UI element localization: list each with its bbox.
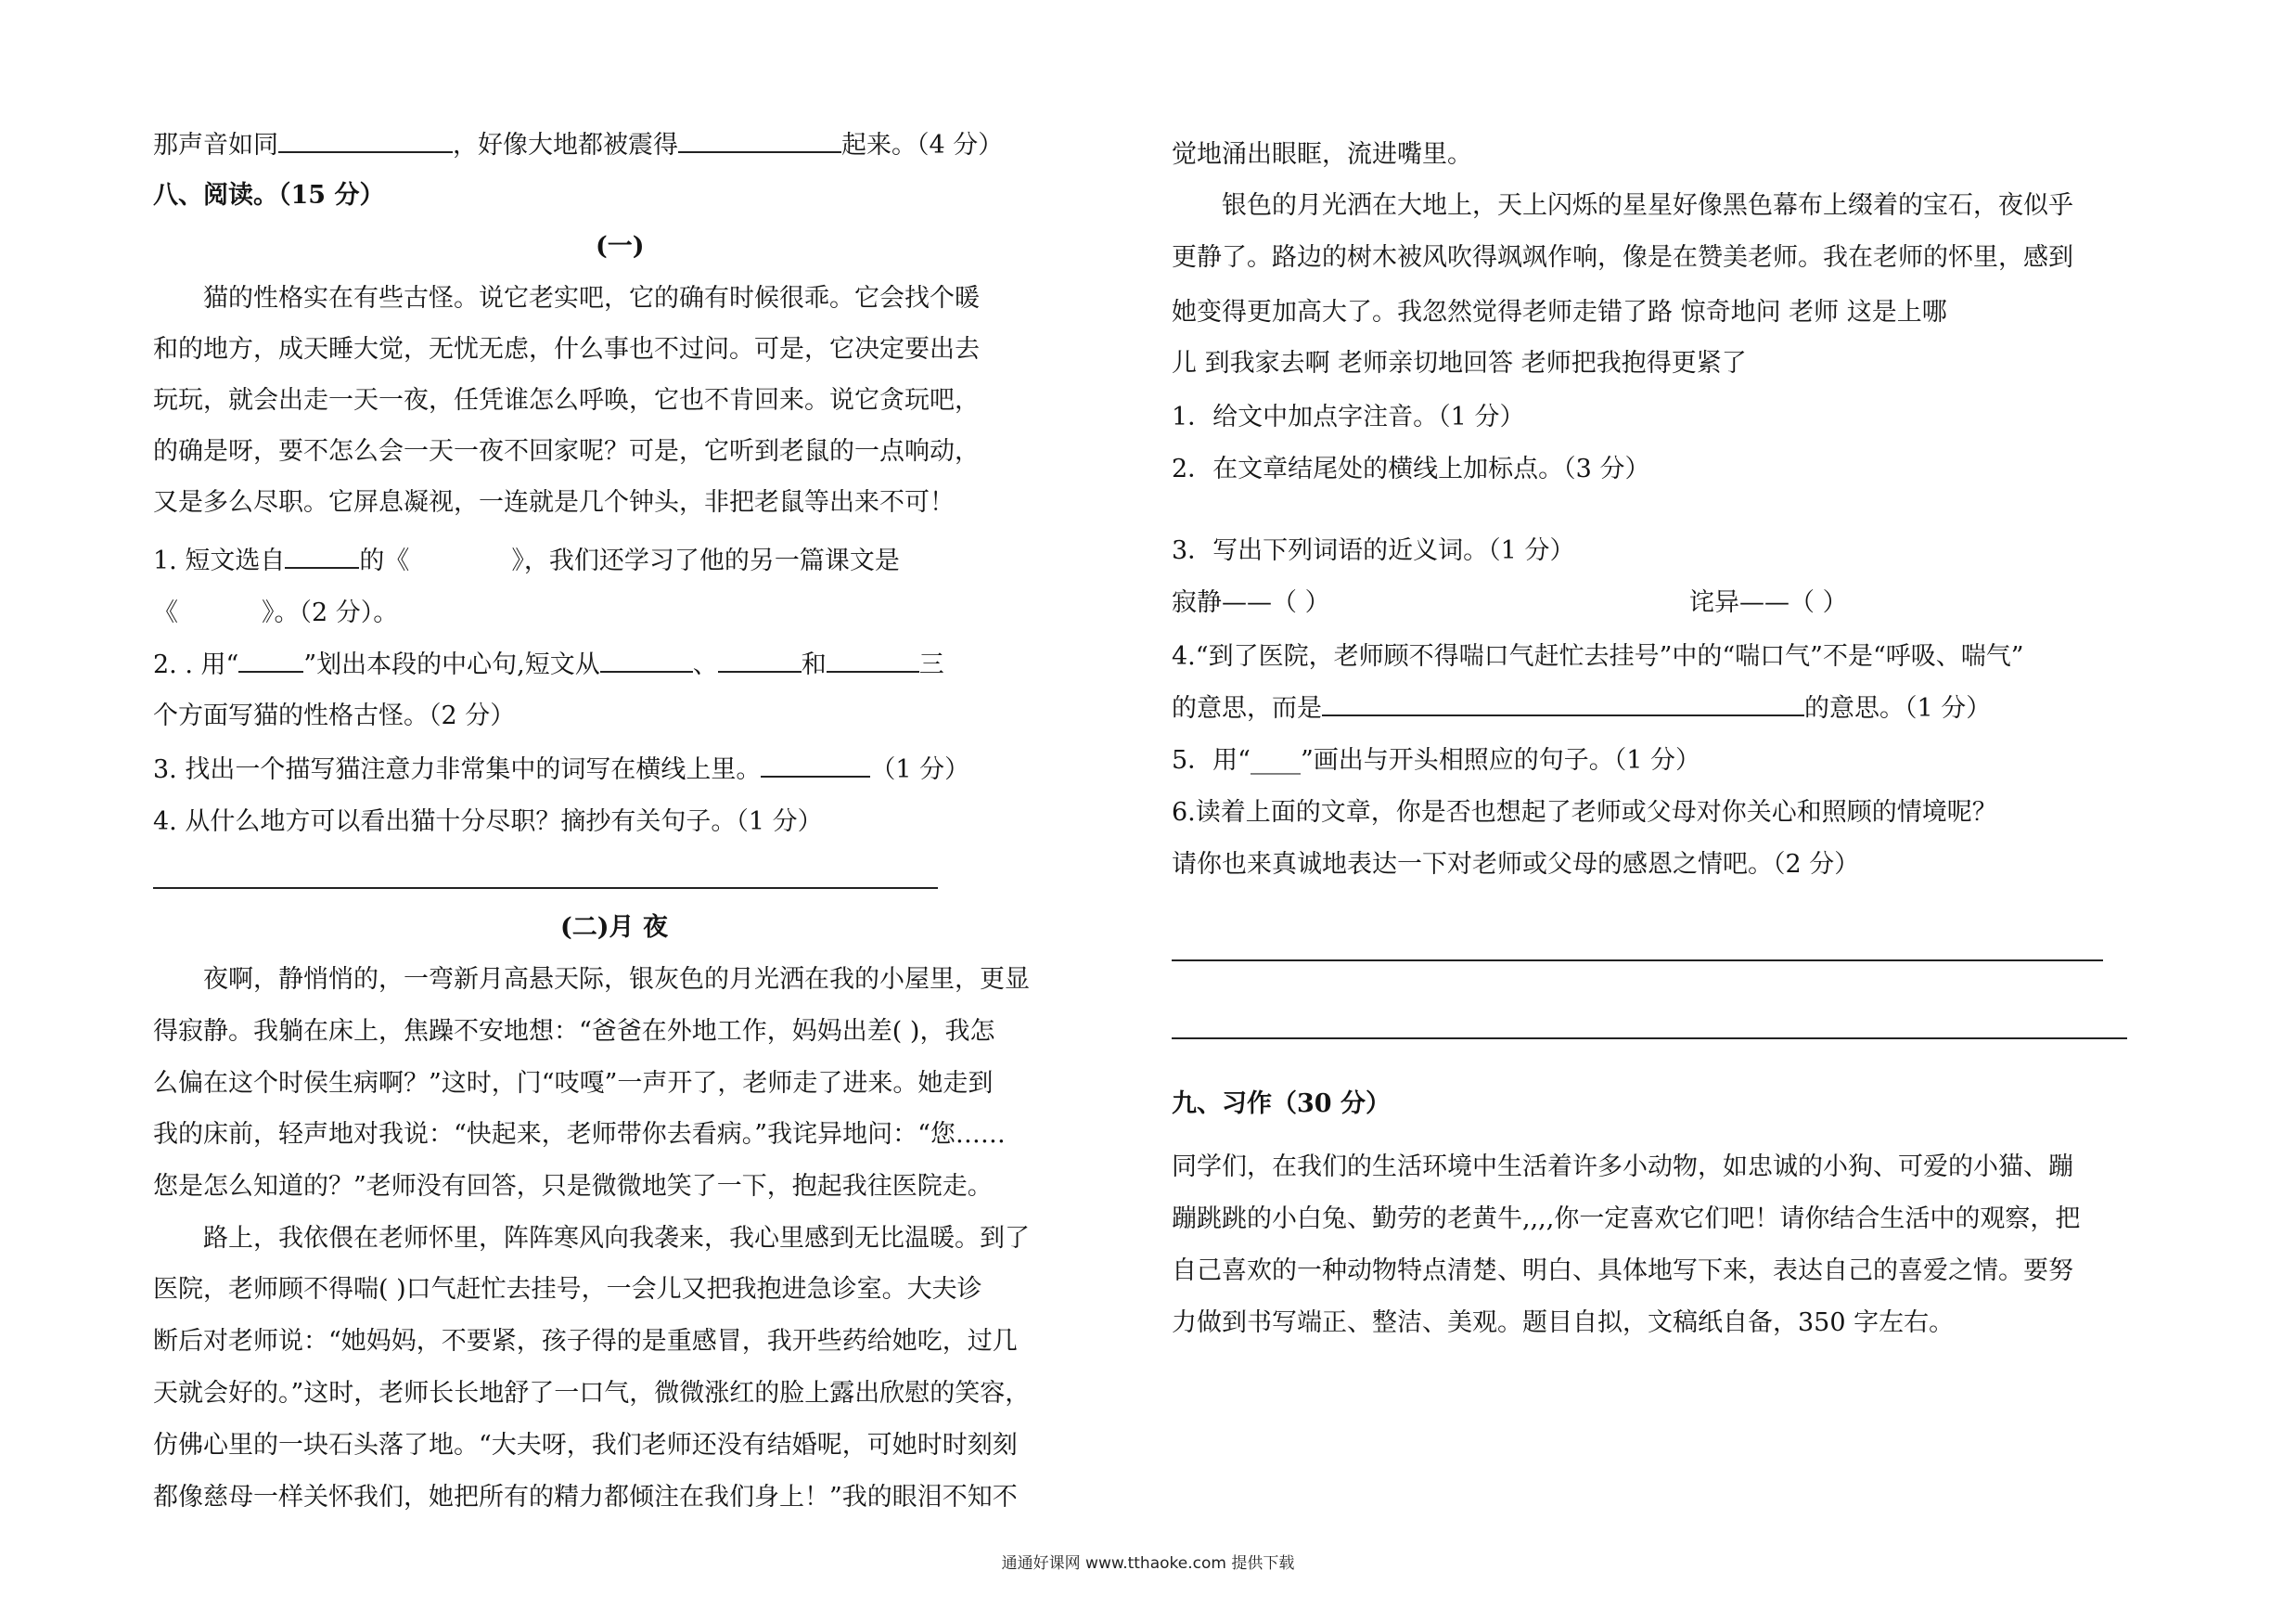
answer-blank[interactable] [600, 649, 693, 673]
fill-in-line [153, 127, 1003, 164]
question-2-cont: 个方面写猫的性格古怪。（2 分） [153, 702, 516, 730]
answer-blank[interactable] [718, 649, 802, 673]
page-footer: 通通好课网 www.tthaoke.com 提供下载 [1001, 1554, 1295, 1573]
passage-line: 的确是呀，要不怎么会一天一夜不回家呢？可是，它听到老鼠的一点响动， [153, 437, 980, 466]
question-r6-cont: 请你也来真诚地表达一下对老师或父母的感恩之情吧。（2 分） [1172, 850, 1860, 879]
passage-line: 更静了。路边的树木被风吹得飒飒作响，像是在赞美老师。我在老师的怀里，感到 [1172, 243, 2073, 272]
answer-blank[interactable] [678, 129, 841, 153]
question-4: 4. 从什么地方可以看出猫十分尽职？摘抄有关句子。（1 分） [153, 807, 823, 836]
question-text: 三 [918, 650, 944, 679]
passage-line: 猫的性格实在有些古怪。说它老实吧，它的确有时候很乖。它会找个暖 [203, 284, 980, 313]
passage-line: 路上，我依偎在老师怀里，阵阵寒风向我袭来，我心里感到无比温暖。到了 [203, 1224, 1030, 1253]
question-1 [153, 543, 900, 580]
question-text: 的意思。（1 分） [1804, 694, 1992, 723]
answer-blank[interactable] [761, 753, 870, 778]
question-text: 2. . 用“ [153, 650, 239, 679]
answer-line[interactable] [153, 887, 938, 889]
passage-line: 医院，老师顾不得喘( )口气赶忙去挂号，一会儿又把我抱进急诊室。大夫诊 [153, 1275, 982, 1304]
prompt-line: 蹦跳跳的小白兔、勤劳的老黄牛,,,,你一定喜欢它们吧！请你结合生活中的观察，把 [1172, 1204, 2081, 1233]
question-r1: 1．给文中加点字注音。（1 分） [1172, 403, 1525, 431]
fill-line-text: ，好像大地都被震得 [453, 131, 678, 160]
question-2 [153, 647, 944, 684]
answer-blank[interactable] [827, 649, 919, 673]
question-r5: 5．用“____”画出与开头相照应的句子。（1 分） [1172, 746, 1701, 775]
question-r3: 3．写出下列词语的近义词。（1 分） [1172, 536, 1575, 565]
question-r2: 2．在文章结尾处的横线上加标点。（3 分） [1172, 455, 1650, 483]
synonym-item-1[interactable]: 寂静——（ ） [1172, 588, 1330, 617]
question-text: 1. 短文选自 [153, 547, 286, 575]
answer-blank[interactable] [238, 649, 303, 673]
question-text: （1 分） [870, 755, 970, 784]
passage-line: 她变得更加高大了。我忽然觉得老师走错了路 惊奇地问 老师 这是上哪 [1172, 298, 1947, 327]
passage-line: 和的地方，成天睡大觉，无忧无虑，什么事也不过问。可是，它决定要出去 [153, 335, 980, 364]
fill-line-text: 起来。（4 分） [841, 131, 1004, 160]
answer-blank[interactable] [1322, 692, 1804, 716]
prompt-line: 同学们，在我们的生活环境中生活着许多小动物，如忠诚的小狗、可爱的小猫、蹦 [1172, 1152, 2073, 1181]
reading-1-title: (一) [596, 232, 645, 261]
passage-line: 得寂静。我躺在床上，焦躁不安地想：“爸爸在外地工作，妈妈出差( )，我怎 [153, 1017, 995, 1046]
passage-line: 您是怎么知道的？”老师没有回答，只是微微地笑了一下，抱起我往医院走。 [153, 1172, 993, 1201]
passage-line: 仿佛心里的一块石头落了地。“大夫呀，我们老师还没有结婚呢，可她时时刻刻 [153, 1431, 1018, 1460]
prompt-line: 力做到书写端正、整洁、美观。题目自拟，文稿纸自备，350 字左右。 [1172, 1308, 1955, 1337]
passage-line: 天就会好的。”这时，老师长长地舒了一口气，微微涨红的脸上露出欣慰的笑容， [153, 1379, 1031, 1408]
passage-line: 夜啊，静悄悄的，一弯新月高悬天际，银灰色的月光洒在我的小屋里，更显 [203, 965, 1030, 994]
question-1-cont [153, 595, 398, 632]
question-r4: 4.“到了医院，老师顾不得喘口气赶忙去挂号”中的“喘口气”不是“呼吸、喘气” [1172, 642, 2024, 671]
question-r4-cont [1172, 690, 1991, 727]
passage-line: 玩玩，就会出走一天一夜，任凭谁怎么呼唤，它也不肯回来。说它贪玩吧， [153, 386, 980, 415]
question-text: 《 [153, 599, 178, 627]
question-text: 、 [692, 650, 718, 679]
section-9-title: 九、习作（30 分） [1172, 1089, 1391, 1118]
answer-line[interactable] [1172, 959, 2103, 961]
synonym-item-2[interactable]: 诧异——（ ） [1689, 588, 1848, 617]
question-text: 3. 找出一个描写猫注意力非常集中的词写在横线上里。 [153, 755, 762, 784]
question-text: 》，我们还学习了他的另一篇课文是 [511, 547, 900, 575]
passage-line: 儿 到我家去啊 老师亲切地回答 老师把我抱得更紧了 [1172, 349, 1747, 378]
question-text: ”划出本段的中心句,短文从 [303, 650, 600, 679]
answer-line[interactable] [1172, 1037, 2127, 1039]
reading-2-title: (二)月 夜 [560, 913, 668, 942]
passage-line: 觉地涌出眼眶，流进嘴里。 [1172, 140, 1472, 169]
fill-line-text: 那声音如同 [153, 131, 278, 160]
passage-line: 又是多么尽职。它屏息凝视，一连就是几个钟头，非把老鼠等出来不可！ [153, 488, 955, 517]
question-text: 》。（2 分）。 [262, 599, 399, 627]
prompt-line: 自己喜欢的一种动物特点清楚、明白、具体地写下来，表达自己的喜爱之情。要努 [1172, 1256, 2073, 1285]
question-text: 和 [801, 650, 827, 679]
section-8-title: 八、阅读。（15 分） [153, 181, 385, 210]
passage-line: 么偏在这个时侯生病啊？”这时，门“吱嘎”一声开了，老师走了进来。她走到 [153, 1069, 994, 1098]
question-text: 的《 [359, 547, 410, 575]
passage-line: 都像慈母一样关怀我们，她把所有的精力都倾注在我们身上！”我的眼泪不知不 [153, 1483, 1018, 1512]
question-3 [153, 752, 969, 789]
passage-line: 银色的月光洒在大地上，天上闪烁的星星好像黑色幕布上缀着的宝石，夜似乎 [1222, 191, 2073, 220]
question-text: 的意思，而是 [1172, 694, 1322, 723]
passage-line: 断后对老师说：“她妈妈，不要紧，孩子得的是重感冒，我开些药给她吃，过几 [153, 1327, 1018, 1356]
question-r6: 6.读着上面的文章，你是否也想起了老师或父母对你关心和照顾的情境呢？ [1172, 798, 1997, 827]
answer-blank[interactable] [278, 129, 453, 153]
answer-blank[interactable] [285, 545, 359, 569]
passage-line: 我的床前，轻声地对我说：“快起来，老师带你去看病。”我诧异地问：“您…… [153, 1120, 1006, 1149]
